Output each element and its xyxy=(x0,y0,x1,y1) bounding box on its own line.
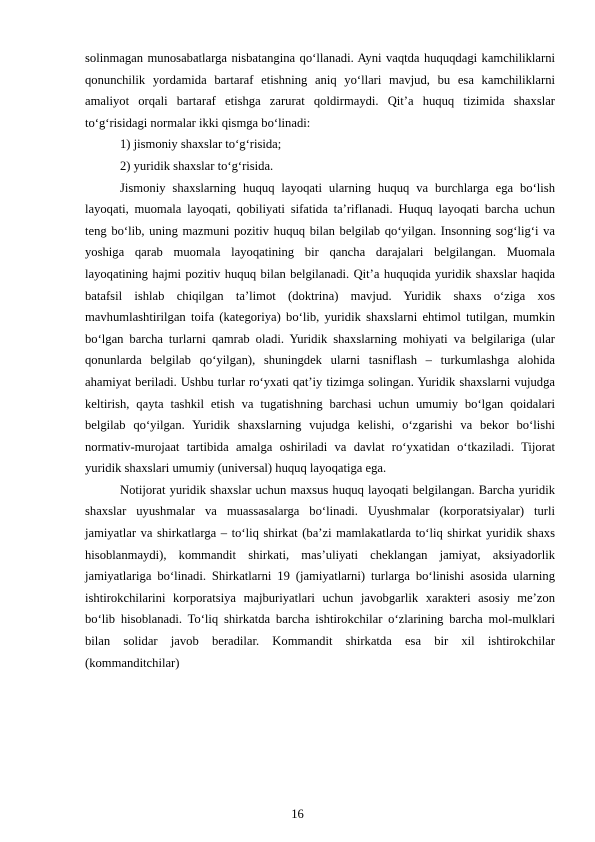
paragraph-legal-capacity: Jismoniy shaxslarning huquq layoqati ularning huquq va burchlarga ega bo‘lish layoqati, muomala layoqati, qobiliyati sifatida ta’riflanadi. Huquq layoqati barcha uchun teng bo‘lib, uning mazmuni pozitiv huquq bilan belgilab qo‘yilgan. Insonning sog‘lig‘i va yoshiga qarab muomala layoqatining bir qancha darajalari belgilangan. Muomala layoqatining hajmi pozitiv huquq bilan belgilanadi. Qit’a huquqida yuridik shaxslar haqida batafsil ishlab chiqilgan ta’limot (doktrina) mavjud. Yuridik shaxs o‘ziga xos mavhumlashtirilgan toifa (kategoriya) bo‘lib, yuridik shaxslarni ehtimol tutilgan, mumkin bo‘lgan barcha turlarni qamrab oladi. Yuridik shaxslarning mohiyati va belgilariga (ular qonunlarda belgilab qo‘yilgan), shuningdek ularni tasniflash – turkumlashga alohida ahamiyat beriladi. Ushbu turlar ro‘yxati qat’iy tizimga solingan. Yuridik shaxslarni vujudga keltirish, qayta tashkil etish va tugatishning barchasi uchun umumiy bo‘lgan qoidalari belgilab qo‘yilgan. Yuridik shaxslarning vujudga kelishi, o‘zgarishi va bekor bo‘lishi normativ-murojaat tartibida amalga oshiriladi va davlat ro‘yxatidan o‘tkaziladi. Tijorat yuridik shaxslari umumiy (universal) huquq layoqatiga ega. xyxy=(85,180,555,476)
paragraph-continuation: solinmagan munosabatlarga nisbatangina qo‘llanadi. Ayni vaqtda huquqdagi kamchiliklarni qonunchilik yordamida bartaraf etishning aniq yo‘llari mavjud, bu esa kamchiliklarni amaliyot orqali bartaraf etishga zarurat qoldirmaydi. Qit’a huquq tizimida shaxslar to‘g‘risidagi normalar ikki qismga bo‘linadi: xyxy=(85,51,555,130)
page-body xyxy=(85,48,555,674)
paragraph-non-commercial-entities: Notijorat yuridik shaxslar uchun maxsus huquq layoqati belgilangan. Barcha yuridik shaxslar uyushmalar va muassasalarga bo‘linadi. Uyushmalar (korporatsiyalar) turli jamiyatlar va shirkatlarga – to‘liq shirkat (ba’zi mamlakatlarda to‘liq shirkat yuridik shaxs hisoblanmaydi), kommandit shirkati, mas’uliyati cheklangan jamiyat, aksiyadorlik jamiyatlariga bo‘linadi. Shirkatlarni 19 (jamiyatlarni) turlarga bo‘linishi asosida ularning ishtirokchilarini korporatsiya majburiyatlari uchun javobgarlik xarakteri asosiy me’zon bo‘lib hisoblanadi. To‘liq shirkatda barcha ishtirokchilar o‘zlarining barcha mol-mulklari bilan solidar javob beradilar. Kommandit shirkatda esa bir xil ishtirokchilar (kommanditchilar) xyxy=(85,482,555,670)
list-item-individuals: 1) jismoniy shaxslar to‘g‘risida; xyxy=(120,137,282,152)
list-item-legal-entities: 2) yuridik shaxslar to‘g‘risida. xyxy=(120,158,274,173)
page-number: 16 xyxy=(291,807,304,821)
